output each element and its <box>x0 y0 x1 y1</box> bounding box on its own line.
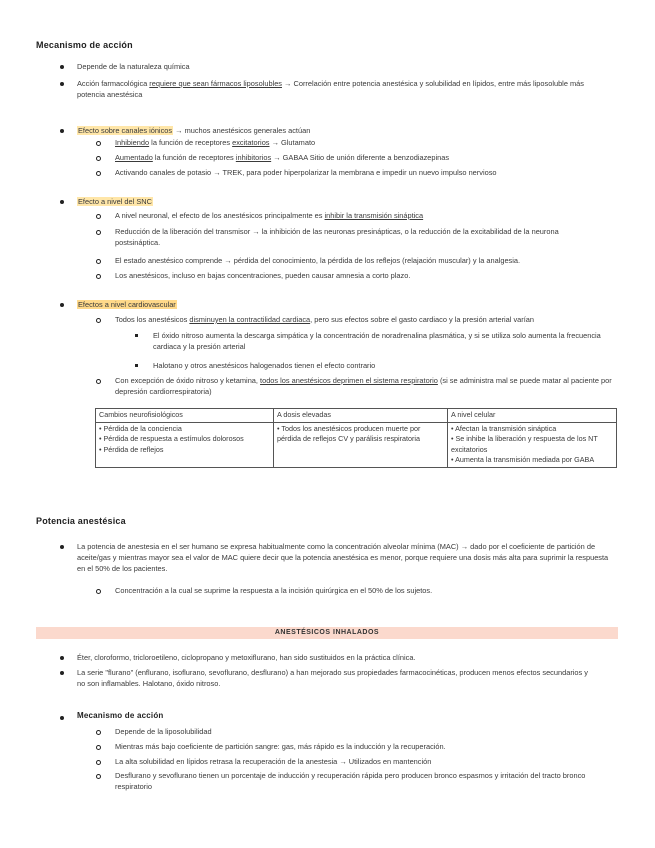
s3-subtitle-mecanismo: Mecanismo de acción <box>77 711 164 720</box>
s3-sub-1: Depende de la liposolubilidad <box>115 727 212 736</box>
s2-bullet-1: La potencia de anestesia en el ser humano se expresa habitualmente como la concentración alveolar mínima (MAC) → dado por el coeficiente de partición de aceite/gas y mientras mayor sea el valor de MAC quiere decir que la potencia anestésica es menor, porque requiere una dosis más alta para suprimir la respuesta en el 50% de los pacientes. <box>77 542 609 573</box>
s1-sub-2: Aumentado la función de receptores inhibitorios → GABAA Sitio de unión diferente a benzodiazepinas <box>115 153 450 162</box>
table-header-cell: A nivel celular <box>448 409 617 423</box>
s1-subsub-2: Halotano y otros anestésicos halogenados tienen el efecto contrario <box>153 361 376 370</box>
table-cell <box>96 422 274 467</box>
bullet-dot <box>60 65 64 69</box>
s1-sub-8: Todos los anestésicos disminuyen la contractilidad cardiaca, pero sus efectos sobre el gasto cardiaco y la presión arterial varían <box>115 315 535 324</box>
s1-subsub-1: El óxido nitroso aumenta la descarga simpática y la concentración de noradrenalina plasmática, y si se utiliza solo aumenta la frecuencia cardiaca y la presión arterial <box>153 331 601 351</box>
table-cell-line: • Se inhibe la liberación y respuesta de los NT excitatorios <box>451 434 598 454</box>
s1-bullet-1: Depende de la naturaleza química <box>77 62 190 71</box>
s1-bullet-3: Efecto sobre canales iónicos → muchos anestésicos generales actúan <box>78 126 311 135</box>
bullet-dot <box>60 671 64 675</box>
s1-sub-9: Con excepción de óxido nitroso y ketamina, todos los anestésicos deprimen el sistema respiratorio (si se administra mal se puede matar al paciente por depresión cardiorrespiratoria) <box>115 376 612 396</box>
table-cell-line: • Pérdida de la conciencia <box>99 423 182 433</box>
bullet-ring <box>96 230 101 235</box>
bullet-square <box>135 334 138 337</box>
s1-sub-5: Reducción de la liberación del transmisor → la inhibición de las neuronas presinápticas, o la reducción de la excitabilidad de la neurona postsináptica. <box>115 227 559 247</box>
s1-sub-1: Inhibiendo la función de receptores excitatorios → Glutamato <box>115 138 316 147</box>
effects-table <box>95 408 617 468</box>
s1-sub-4: A nivel neuronal, el efecto de los anestésicos principalmente es inhibir la transmisión sináptica <box>115 211 424 220</box>
banner-title: ANESTÉSICOS INHALADOS <box>274 629 380 636</box>
table-header-row <box>96 409 617 423</box>
bullet-ring <box>96 730 101 735</box>
table-row <box>96 422 617 467</box>
table-cell <box>448 422 617 467</box>
bullet-ring <box>96 745 101 750</box>
s1-sub-3: Activando canales de potasio → TREK, para poder hiperpolarizar la membrana e impedir un nuevo impulso nervioso <box>115 168 497 177</box>
table-header-cell: A dosis elevadas <box>274 409 448 423</box>
bullet-ring <box>96 141 101 146</box>
table-cell-line: • Pérdida de reflejos <box>99 444 164 454</box>
s1-bullet-4: Efecto a nivel del SNC <box>78 197 152 206</box>
s1-bullet-5: Efectos a nivel cardiovascular <box>78 300 176 309</box>
bullet-dot <box>60 545 64 549</box>
table-cell <box>274 422 448 467</box>
bullet-ring <box>96 379 101 384</box>
s3-bullet-1: Éter, cloroformo, tricloroetileno, ciclopropano y metoxiflurano, han sido sustituidos en la práctica clínica. <box>77 653 416 662</box>
section-title-mecanismo: Mecanismo de acción <box>36 40 133 50</box>
bullet-dot <box>60 129 64 133</box>
section-title-potencia: Potencia anestésica <box>36 516 126 526</box>
bullet-ring <box>96 274 101 279</box>
bullet-ring <box>96 318 101 323</box>
bullet-ring <box>96 589 101 594</box>
s1-sub-7: Los anestésicos, incluso en bajas concentraciones, pueden causar amnesia a corto plazo. <box>115 271 411 280</box>
bullet-ring <box>96 760 101 765</box>
s3-sub-3: La alta solubilidad en lípidos retrasa la recuperación de la anestesia → Utilizados en mantención <box>115 757 432 766</box>
bullet-ring <box>96 214 101 219</box>
bullet-square <box>135 364 138 367</box>
s3-bullet-2: La serie "flurano" (enflurano, isoflurano, sevoflurano, desflurano) a han mejorado sus propiedades farmacocinéticas, producen menos efectos secundarios y no son inflamables. Halotano, óxido nitroso. <box>77 668 588 688</box>
section-banner <box>36 627 618 639</box>
s3-sub-4: Desflurano y sevoflurano tienen un porcentaje de inducción y recuperación rápida pero producen bronco espasmos y irritación del tracto bronco respiratorio <box>115 771 586 791</box>
s2-sub-1: Concentración a la cual se suprime la respuesta a la incisión quirúrgica en el 50% de los sujetos. <box>115 586 433 595</box>
table-cell-line: • Aumenta la transmisión mediada por GABA <box>451 455 595 464</box>
bullet-ring <box>96 259 101 264</box>
table-cell-line: • Todos los anestésicos producen muerte por pérdida de reflejos CV y parálisis respiratoria <box>277 423 421 443</box>
s1-sub-6: El estado anestésico comprende → pérdida del conocimiento, la pérdida de los reflejos (relajación muscular) y la analgesia. <box>115 256 521 265</box>
bullet-dot <box>60 656 64 660</box>
bullet-ring <box>96 171 101 176</box>
table-header-cell: Cambios neurofisiológicos <box>96 409 274 423</box>
bullet-dot <box>60 82 64 86</box>
bullet-dot <box>60 303 64 307</box>
bullet-dot <box>60 716 64 720</box>
bullet-ring <box>96 774 101 779</box>
s3-sub-2: Mientras más bajo coeficiente de partición sangre: gas, más rápido es la inducción y la recuperación. <box>115 742 446 751</box>
bullet-ring <box>96 156 101 161</box>
table-cell-line: • Afectan la transmisión sináptica <box>451 423 557 433</box>
s1-bullet-2: Acción farmacológica requiere que sean fármacos liposolubles → Correlación entre potencia anestésica y solubilidad en lípidos, entre más liposoluble más potencia anestésica <box>77 79 584 99</box>
table-cell-line: • Pérdida de respuesta a estímulos dolorosos <box>99 434 244 443</box>
bullet-dot <box>60 200 64 204</box>
